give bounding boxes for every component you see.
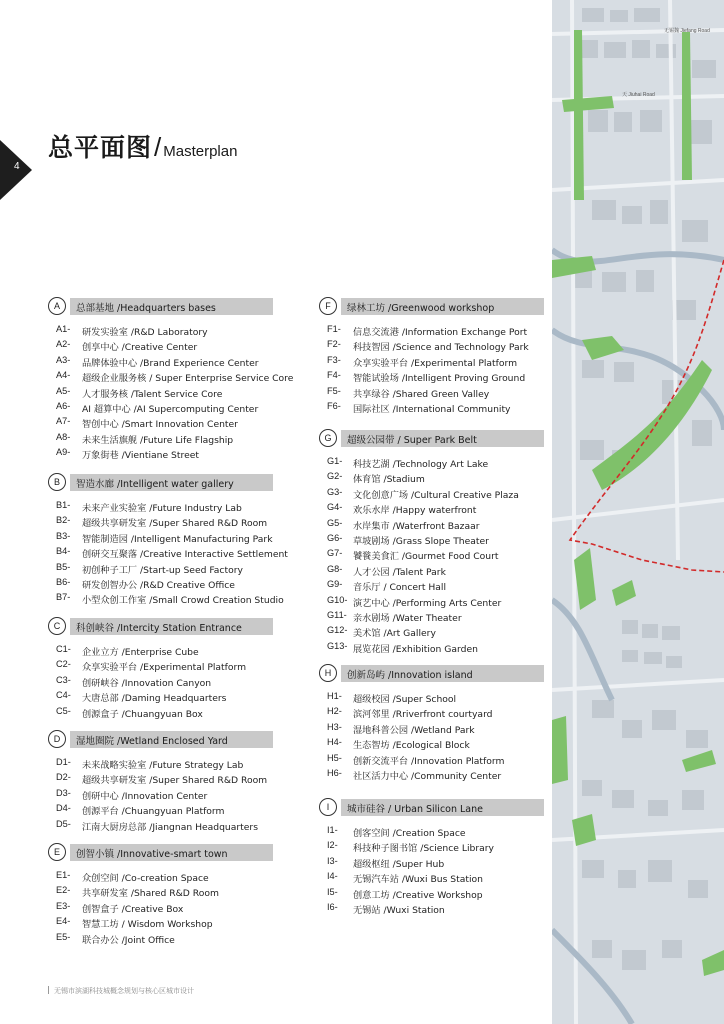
list-item (327, 370, 544, 385)
item-code: B4- (56, 546, 71, 557)
item-code: G5- (327, 517, 343, 528)
list-item (327, 595, 544, 610)
list-item (327, 768, 544, 783)
section-letter-badge: H (319, 664, 337, 682)
item-code: F2- (327, 339, 341, 350)
section-letter-badge: B (48, 473, 66, 491)
list-item (327, 625, 544, 640)
list-item (56, 819, 273, 834)
item-label: 超级校园 /Super School (353, 694, 457, 705)
item-label: 初创种子工厂 /Start-up Seed Factory (82, 564, 243, 576)
road-label-1: 无锡魏 Jiefang Road (664, 28, 710, 34)
section-title: 城市硅谷 / Urban Silicon Lane (347, 804, 483, 815)
item-label: 未来战略实验室 /Future Strategy Lab (82, 760, 244, 771)
list-item (327, 564, 544, 579)
item-label: 科技智园 /Science and Technology Park (353, 342, 529, 354)
item-label: 智能制造园 /Intelligent Manufacturing Park (82, 533, 273, 545)
item-code: F5- (327, 385, 341, 396)
masterplan-map (552, 0, 724, 1024)
item-code: C5- (56, 705, 71, 716)
item-code: C4- (56, 690, 71, 701)
item-code: C3- (56, 674, 71, 685)
item-code: F6- (327, 400, 341, 411)
list-item (56, 401, 273, 416)
section-item-list (327, 825, 544, 917)
section-title: 创新岛屿 /Innovation island (347, 670, 473, 681)
section-letter-badge: E (48, 843, 66, 861)
section-header (319, 298, 544, 315)
item-code: D5- (56, 818, 71, 829)
item-code: G11- (327, 609, 347, 620)
item-code: G1- (327, 456, 343, 466)
list-item (327, 641, 544, 656)
section-item-list (56, 644, 273, 721)
item-label: 生态智坊 /Ecological Block (353, 740, 470, 752)
list-item (56, 432, 273, 447)
list-item (327, 691, 544, 706)
item-label: 湿地科普公园 /Wetland Park (353, 724, 475, 736)
section-title: 智造水廊 /Intelligent water gallery (76, 479, 234, 490)
list-item (327, 502, 544, 517)
item-label: 小型众创工作室 /Small Crowd Creation Studio (82, 595, 284, 607)
item-code: E5- (56, 931, 71, 942)
road-label-2: 天 Jiuhai Road (622, 92, 655, 98)
item-label: 江南大厨房总部 /Jiangnan Headquarters (82, 821, 258, 833)
section-title: 湿地圈院 /Wetland Enclosed Yard (76, 736, 228, 747)
section-title: 创智小镇 /Innovative-smart town (76, 849, 228, 860)
item-code: D3- (56, 787, 71, 798)
item-label: 共享研发室 /Shared R&D Room (82, 888, 219, 900)
list-item (56, 706, 273, 721)
item-code: A4- (56, 370, 71, 381)
list-item (327, 902, 544, 917)
item-code: I2- (327, 840, 338, 851)
item-label: 创研峡谷 /Innovation Canyon (82, 677, 212, 689)
item-code: A8- (56, 431, 71, 442)
section-item-list (56, 870, 273, 947)
item-code: B6- (56, 576, 71, 587)
list-item (56, 370, 294, 385)
section-header (48, 474, 273, 491)
item-code: G3- (327, 486, 343, 497)
item-label: 联合办公 /Joint Office (82, 934, 175, 946)
item-label: 创意工坊 /Creative Workshop (353, 889, 483, 901)
item-code: F1- (327, 324, 341, 334)
list-item (56, 355, 273, 370)
item-label: 亲水剧场 /Water Theater (353, 612, 462, 624)
section-c (48, 618, 273, 721)
item-label: 人才公园 /Talent Park (353, 566, 446, 578)
list-item (56, 690, 273, 705)
item-label: AI 超算中心 /AI Supercomputing Center (82, 403, 259, 415)
item-label: 超级共享研发室 /Super Shared R&D Room (82, 518, 268, 530)
section-item-list (56, 757, 273, 834)
item-label: 众享实验平台 /Experimental Platform (82, 662, 247, 674)
item-label: 创源平台 /Chuangyuan Platform (82, 806, 225, 818)
section-g (319, 430, 544, 656)
item-label: 创智盒子 /Creative Box (82, 903, 184, 915)
section-title: 绿林工坊 /Greenwood workshop (347, 303, 495, 314)
item-code: G7- (327, 548, 343, 559)
list-item (56, 416, 273, 431)
item-code: E2- (56, 885, 71, 896)
section-header (319, 430, 544, 447)
section-letter-badge: I (319, 798, 337, 816)
list-item (56, 772, 273, 787)
item-code: I1- (327, 825, 338, 835)
item-label: 无锡汽车站 /Wuxi Bus Station (353, 874, 483, 886)
section-header (48, 844, 273, 861)
item-code: A7- (56, 416, 71, 427)
item-label: 科技种子图书馆 /Science Library (353, 843, 494, 855)
item-code: C1- (56, 644, 71, 654)
section-d (48, 731, 273, 834)
footer (48, 986, 194, 996)
list-item (327, 518, 544, 533)
section-letter-badge: D (48, 730, 66, 748)
item-label: 滨河邻里 /Rriverfront courtyard (353, 709, 493, 721)
item-code: E4- (56, 916, 71, 927)
item-code: I5- (327, 886, 338, 897)
section-title: 总部基地 /Headquarters bases (76, 303, 216, 314)
section-header (48, 618, 273, 635)
item-code: A1- (56, 324, 71, 334)
list-item (56, 447, 273, 462)
item-label: 创客空间 /Creation Space (353, 828, 466, 839)
item-code: E1- (56, 870, 71, 880)
item-label: 音乐厅 / Concert Hall (353, 582, 447, 594)
list-item (327, 548, 544, 563)
title-separator: / (154, 132, 162, 162)
list-item (327, 487, 544, 502)
item-code: A3- (56, 354, 71, 365)
item-code: G6- (327, 532, 343, 543)
list-item (56, 757, 273, 772)
list-item (56, 386, 273, 401)
section-item-list (56, 500, 288, 608)
section-letter-badge: F (319, 297, 337, 315)
list-item (327, 386, 544, 401)
item-code: A9- (56, 447, 71, 458)
item-code: D1- (56, 757, 71, 767)
item-code: I3- (327, 855, 338, 866)
item-code: G4- (327, 502, 343, 513)
list-item (56, 916, 273, 931)
section-item-list (327, 456, 544, 656)
item-code: B3- (56, 530, 71, 541)
list-item (327, 355, 544, 370)
section-letter-badge: C (48, 617, 66, 635)
item-label: 饕餮美食汇 /Gourmet Food Court (353, 551, 499, 563)
list-item (327, 871, 544, 886)
footer-text: 无锡市滨湖科技城概念规划与核心区城市设计 (54, 987, 194, 995)
item-label: 智创中心 /Smart Innovation Center (82, 419, 238, 431)
list-item (327, 753, 544, 768)
item-label: 万象街巷 /Vientiane Street (82, 450, 199, 462)
item-code: D4- (56, 803, 71, 814)
list-item (56, 339, 273, 354)
list-item (327, 840, 544, 855)
list-item (56, 562, 273, 577)
item-label: 智能试验场 /Intelligent Proving Ground (353, 373, 526, 385)
item-code: D2- (56, 772, 71, 783)
item-code: A6- (56, 400, 71, 411)
page-title (48, 128, 237, 164)
item-label: 创研中心 /Innovation Center (82, 790, 208, 802)
section-item-list (327, 691, 544, 783)
item-code: A2- (56, 339, 71, 350)
list-item (327, 737, 544, 752)
list-item (56, 644, 273, 659)
item-label: 草坡剧场 /Grass Slope Theater (353, 535, 489, 547)
list-item (327, 533, 544, 548)
item-code: G8- (327, 563, 343, 574)
section-a (48, 298, 294, 463)
section-e (48, 844, 273, 947)
item-label: 体育馆 /Stadium (353, 474, 425, 486)
section-header (319, 799, 544, 816)
section-f (319, 298, 544, 416)
item-label: 水岸集市 /Waterfront Bazaar (353, 520, 480, 532)
section-header (48, 298, 273, 315)
item-label: 文化创意广场 /Cultural Creative Plaza (353, 489, 519, 501)
item-code: H1- (327, 691, 342, 701)
list-item (327, 722, 544, 737)
item-label: 展览花园 /Exhibition Garden (353, 643, 478, 655)
list-item (56, 546, 288, 561)
item-code: F3- (327, 354, 341, 365)
item-code: A5- (56, 385, 71, 396)
item-label: 研发创智办公 /R&D Creative Office (82, 579, 235, 591)
item-code: G10- (327, 594, 348, 605)
item-label: 创享中心 /Creative Center (82, 342, 198, 354)
list-item (56, 803, 273, 818)
list-item (327, 401, 544, 416)
section-i (319, 799, 544, 917)
item-label: 众享实验平台 /Experimental Platform (353, 357, 518, 369)
item-code: B5- (56, 561, 71, 572)
section-header (48, 731, 273, 748)
item-label: 创新交流平台 /Innovation Platform (353, 755, 505, 767)
item-label: 创研交互聚落 /Creative Interactive Settlement (82, 549, 288, 561)
item-label: 共享绿谷 /Shared Green Valley (353, 388, 490, 400)
list-item (327, 706, 544, 721)
list-item (327, 324, 544, 339)
section-header (319, 665, 544, 682)
section-b (48, 474, 288, 608)
item-code: G12- (327, 625, 348, 636)
list-item (327, 471, 544, 486)
item-label: 创源盒子 /Chuangyuan Box (82, 708, 203, 720)
item-label: 超级共享研发室 /Super Shared R&D Room (82, 775, 268, 787)
list-item (56, 324, 273, 339)
item-code: I6- (327, 901, 338, 912)
item-label: 大唐总部 /Daming Headquarters (82, 693, 227, 705)
item-code: F4- (327, 370, 341, 381)
item-label: 社区活力中心 /Community Center (353, 770, 502, 782)
list-item (56, 885, 273, 900)
item-label: 研发实验室 /R&D Laboratory (82, 327, 208, 338)
item-label: 企业立方 /Enterprise Cube (82, 647, 199, 658)
item-label: 品牌体验中心 /Brand Experience Center (82, 357, 259, 369)
section-title: 科创峡谷 /Intercity Station Entrance (76, 623, 242, 634)
item-code: G9- (327, 579, 343, 590)
item-code: B1- (56, 500, 71, 510)
item-label: 演艺中心 /Performing Arts Center (353, 597, 502, 609)
list-item (327, 456, 544, 471)
list-item (327, 887, 544, 902)
item-code: B7- (56, 592, 71, 603)
item-label: 无锡站 /Wuxi Station (353, 904, 445, 916)
section-title: 超级公园带 / Super Park Belt (347, 435, 477, 446)
section-item-list (327, 324, 544, 416)
list-item (327, 610, 544, 625)
item-code: G13- (327, 640, 348, 651)
section-h (319, 665, 544, 783)
item-label: 未来生活旗舰 /Future Life Flagship (82, 434, 234, 446)
item-label: 智慧工坊 / Wisdom Workshop (82, 919, 213, 931)
list-item (56, 531, 273, 546)
list-item (56, 675, 273, 690)
page-number: 4 (14, 161, 20, 172)
item-code: H4- (327, 737, 342, 748)
item-code: H3- (327, 721, 342, 732)
item-label: 超级枢纽 /Super Hub (353, 858, 445, 870)
list-item (327, 339, 544, 354)
list-item (56, 659, 273, 674)
item-code: I4- (327, 871, 338, 882)
section-letter-badge: A (48, 297, 66, 315)
item-code: B2- (56, 515, 71, 526)
item-label: 欢乐水岸 /Happy waterfront (353, 505, 477, 517)
list-item (327, 825, 544, 840)
list-item (56, 515, 273, 530)
list-item (56, 592, 284, 607)
title-english: Masterplan (163, 143, 238, 160)
item-label: 众创空间 /Co-creation Space (82, 873, 209, 884)
item-label: 国际社区 /International Community (353, 403, 511, 415)
section-letter-badge: G (319, 429, 337, 447)
item-label: 科技艺湖 /Technology Art Lake (353, 459, 489, 470)
list-item (56, 870, 273, 885)
item-label: 未来产业实验室 /Future Industry Lab (82, 503, 242, 514)
list-item (56, 788, 273, 803)
title-chinese: 总平面图 (48, 133, 153, 162)
list-item (56, 577, 273, 592)
footer-divider (48, 986, 49, 994)
list-item (56, 932, 273, 947)
item-code: G2- (327, 471, 343, 482)
item-label: 美术馆 /Art Gallery (353, 628, 436, 640)
list-item (56, 901, 273, 916)
item-code: H6- (327, 767, 342, 778)
list-item (327, 856, 544, 871)
item-label: 信息交流港 /Information Exchange Port (353, 327, 528, 338)
item-code: E3- (56, 900, 71, 911)
list-item (56, 500, 273, 515)
item-code: H5- (327, 752, 342, 763)
list-item (327, 579, 544, 594)
item-code: H2- (327, 706, 342, 717)
section-item-list (56, 324, 294, 463)
item-code: C2- (56, 659, 71, 670)
item-label: 人才服务核 /Talent Service Core (82, 388, 223, 400)
item-label: 超级企业服务核 / Super Enterprise Service Core (82, 373, 294, 385)
